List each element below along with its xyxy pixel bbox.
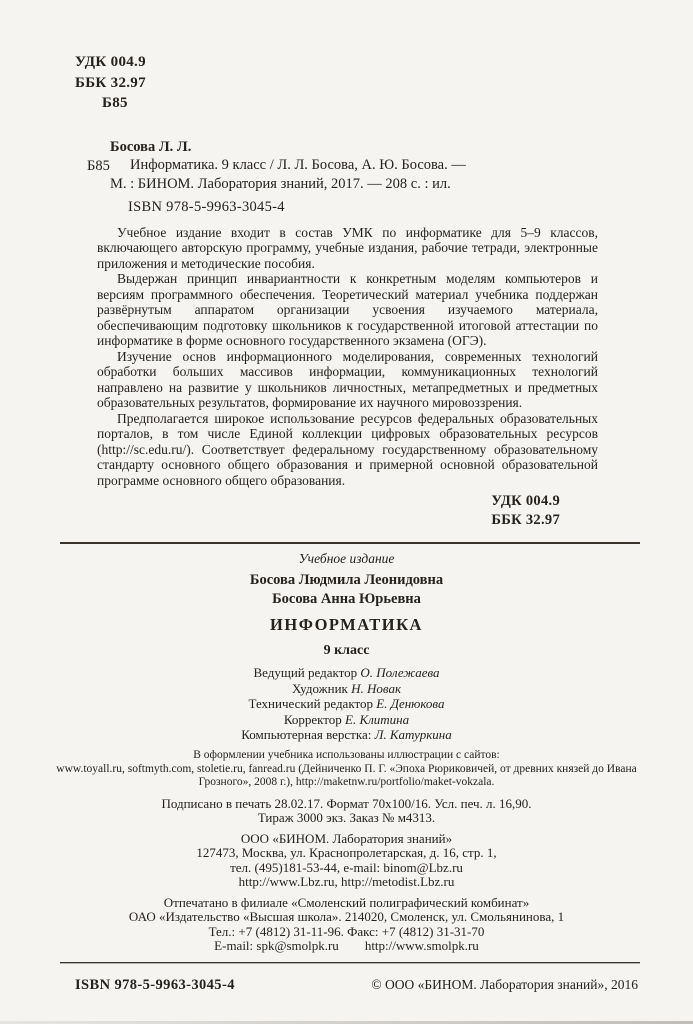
annotation-paragraph: Изучение основ информационного моделирования, современных технологий обработки больших массивов информации, коммуникационных технологий направлено на развитие у школьников личностных, метапредметных и предметных образовательных результатов, формирование их научного мировоззрения. (97, 348, 598, 410)
bbk-code: ББК 32.97 (75, 74, 146, 91)
author-full-name: Босова Людмила Леонидовна (249, 572, 444, 588)
classification-codes-bottom (75, 492, 638, 530)
credit-line (55, 665, 638, 681)
bbk-code-bottom: ББК 32.97 (491, 512, 560, 528)
printery-email: E-mail: spk@smolpk.ru (214, 938, 339, 953)
author-full-name: Босова Анна Юрьевна (272, 591, 421, 607)
credit-line (55, 696, 638, 712)
credit-role: Ведущий редактор (253, 665, 358, 680)
book-grade: 9 класс (323, 643, 370, 658)
copyright-notice: © ООО «БИНОМ. Лаборатория знаний», 2016 (371, 976, 638, 992)
credit-name: Е. Клитина (345, 711, 410, 727)
bibliographic-description-line1: Информатика. 9 класс / Л. Л. Босова, А. Ю. Босова. — (130, 157, 466, 173)
credit-role: Компьютерная верстка: (241, 727, 372, 742)
udc-code: УДК 004.9 (75, 54, 146, 70)
book-title: ИНФОРМАТИКА (270, 615, 423, 634)
credit-role: Технический редактор (248, 696, 373, 711)
credit-line (55, 712, 638, 728)
imprint-block (55, 551, 638, 954)
footer (75, 977, 638, 994)
printery-line: Отпечатано в филиале «Смоленский полиграфический комбинат» (163, 894, 530, 910)
credit-name: Н. Новак (351, 680, 402, 696)
credit-line (55, 681, 638, 697)
isbn-line: ISBN 978-5-9963-3045-4 (128, 199, 285, 215)
author-names (55, 571, 638, 609)
edition-type: Учебное издание (298, 551, 395, 566)
classification-codes-top (75, 52, 638, 114)
annotation-block (97, 225, 598, 489)
annotation-paragraph: Учебное издание входит в состав УМК по информатике для 5–9 классов, включающего авторскую программу, учебные издания, рабочие тетради, электронные приложения и методические пособия. (97, 224, 598, 271)
credit-role: Художник (291, 680, 348, 696)
publisher-name: ООО «БИНОМ. Лаборатория знаний» (240, 830, 453, 846)
printery-line: Тел.: +7 (4812) 31-11-96. Факс: +7 (4812) 31-31-70 (208, 923, 485, 939)
divider-bottom (60, 962, 640, 963)
print-info-line: Подписано в печать 28.02.17. Формат 70х100/16. Усл. печ. л. 16,90. (161, 795, 532, 811)
publisher-contacts: тел. (495)181-53-44, e-mail: binom@Lbz.ru (230, 859, 463, 875)
credits-block (55, 665, 638, 743)
credit-name: Л. Катуркина (374, 727, 452, 742)
printery-line (55, 939, 638, 954)
printery-block (55, 896, 638, 954)
illustration-note: В оформлении учебника использованы иллюстрации с сайтов: (193, 748, 500, 761)
illustration-credits (55, 749, 638, 789)
publisher-websites: http://www.Lbz.ru, http://metodist.Lbz.ru (238, 874, 455, 889)
author-sign-code: Б85 (102, 95, 128, 111)
credit-line (55, 727, 638, 743)
divider-top (60, 542, 640, 544)
print-run-info (55, 797, 638, 826)
isbn-footer: ISBN 978-5-9963-3045-4 (75, 976, 235, 993)
credit-name: Е. Денюкова (376, 696, 445, 711)
printery-line: ОАО «Издательство «Высшая школа». 214020, Смоленск, ул. Смольянинова, 1 (128, 909, 565, 924)
catalog-card (75, 138, 638, 217)
author-heading: Босова Л. Л. (110, 138, 192, 155)
publisher-block (55, 832, 638, 890)
printery-website: http://www.smolpk.ru (364, 938, 479, 953)
publisher-address: 127473, Москва, ул. Краснопролетарская, д. 16, стр. 1, (196, 845, 497, 860)
print-info-line: Тираж 3000 экз. Заказ № м4313. (257, 810, 436, 825)
credit-role: Корректор (283, 711, 342, 727)
annotation-paragraph: Предполагается широкое использование ресурсов федеральных образовательных порталов, в том числе Единой коллекции цифровых образовательных ресурсов (http://sc.edu.ru/). Соответствует федеральному государственному образовательному стандарту основного общего образования и примерной основной образовательной программе основного общего образования. (97, 410, 598, 488)
bibliographic-description-line2: М. : БИНОМ. Лаборатория знаний, 2017. — 208 с. : ил. (110, 175, 451, 192)
udc-code-bottom: УДК 004.9 (491, 493, 560, 509)
illustration-sources: www.toyall.ru, softmyth.com, stoletie.ru, fanread.ru (Дейниченко П. Г. «Эпоха Рюриковичей, от древних князей до Ивана Грозного», 2008 г.), http://maketnw.ru/portfolio/maket-vokzala. (56, 762, 637, 788)
annotation-paragraph: Выдержан принцип инвариантности к конкретным моделям компьютеров и версиям программного обеспечения. Теоретический материал учебника поддержан развёрнутым аппаратом организации усвоения изучаемого материала, обеспечивающим подготовку школьников к государственной итоговой аттестации по информатике в форме основного государственного экзамена (ОГЭ). (97, 271, 598, 348)
entry-author-sign: Б85 (87, 157, 110, 174)
credit-name: О. Полежаева (360, 665, 440, 680)
